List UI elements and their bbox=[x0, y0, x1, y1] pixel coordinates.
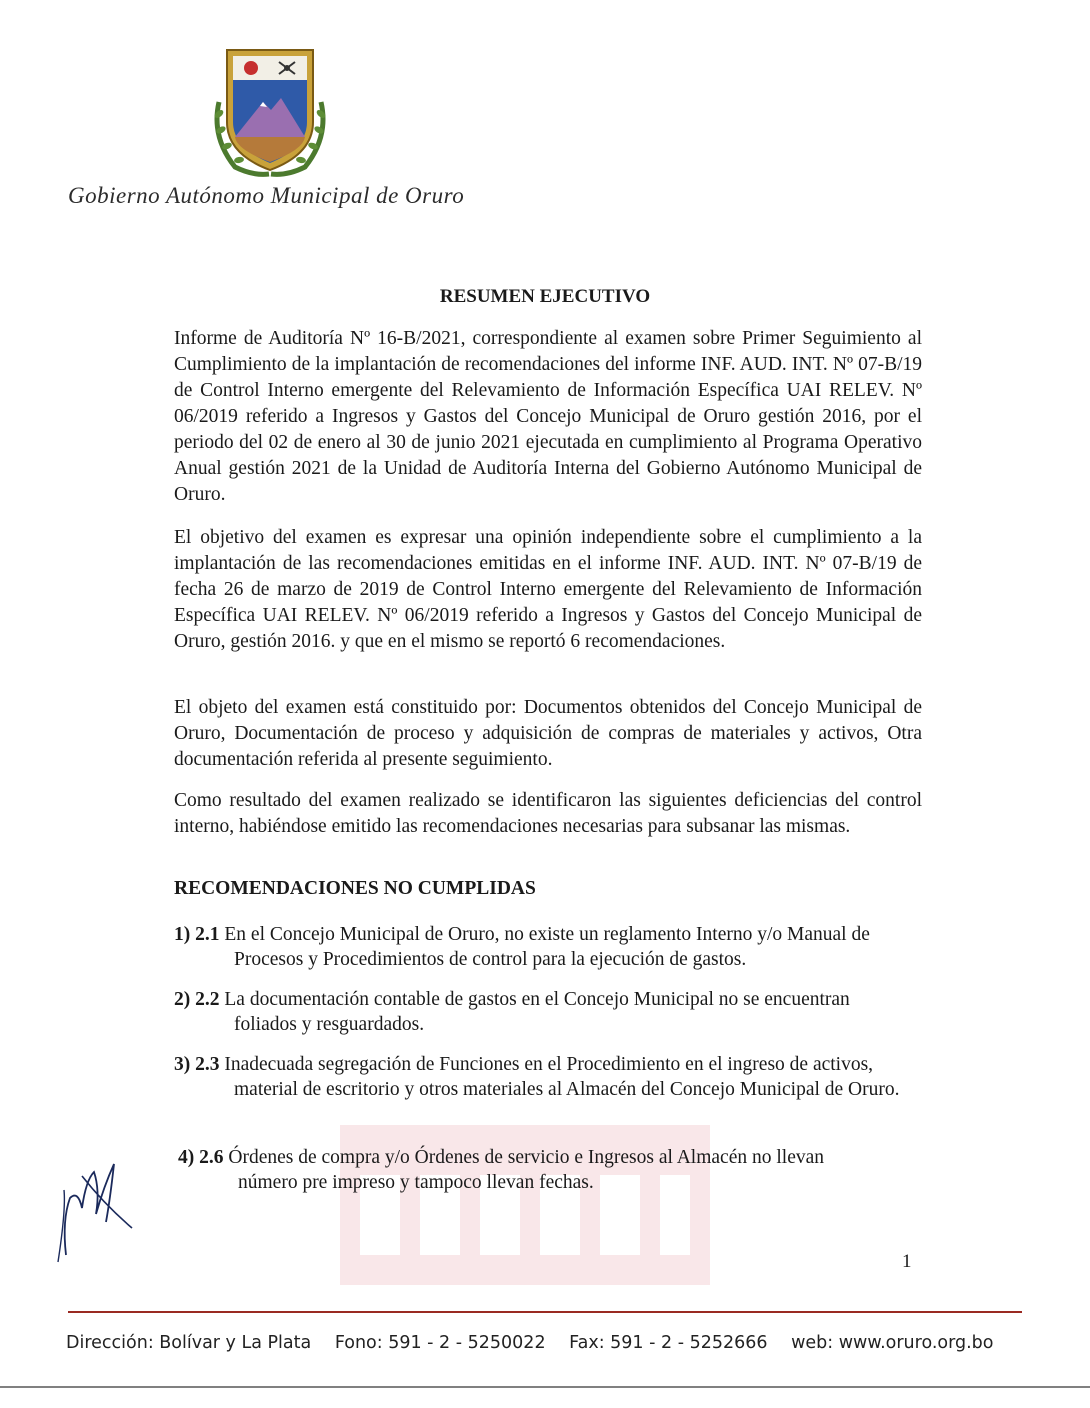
section-heading: RECOMENDACIONES NO CUMPLIDAS bbox=[174, 878, 536, 899]
recommendation-number: 3) bbox=[174, 1054, 191, 1075]
recommendation-item bbox=[178, 1145, 920, 1195]
footer-phone: Fono: 591 - 2 - 5250022 bbox=[334, 1333, 546, 1353]
page-number: 1 bbox=[902, 1251, 912, 1272]
footer-address: Dirección: Bolívar y La Plata bbox=[66, 1333, 312, 1353]
recommendation-item bbox=[174, 1052, 922, 1102]
handwritten-initials bbox=[48, 1150, 148, 1265]
recommendation-text: La documentación contable de gastos en el Concejo Municipal no se encuentran bbox=[224, 989, 850, 1010]
recommendation-text-continued: número pre impreso y tampoco llevan fechas. bbox=[238, 1172, 594, 1193]
organization-name: Gobierno Autónomo Municipal de Oruro bbox=[68, 183, 465, 208]
paragraph-object: El objeto del examen está constituido por: Documentos obtenidos del Concejo Municipal de Oruro, Documentación de proceso y adquisición de compras de materiales y activos, Otra documentación referida al presente seguimiento. bbox=[174, 697, 922, 770]
recommendation-number: 2) bbox=[174, 989, 191, 1010]
paragraph-intro: Informe de Auditoría Nº 16-B/2021, correspondiente al examen sobre Primer Seguimiento al Cumplimiento de la implantación de recomendaciones del informe INF. AUD. INT. Nº 07-B/19 de Control Interno emergente del Relevamiento de Información Específica UAI RELEV. Nº 06/2019 referido a Ingresos y Gastos del Concejo Municipal de Oruro gestión 2016, por el periodo del 02 de enero al 30 de junio 2021 ejecutada en cumplimiento al Programa Operativo Anual gestión 2021 de la Unidad de Auditoría Interna del Gobierno Autónomo Municipal de Oruro. bbox=[174, 328, 922, 505]
recommendation-text: Órdenes de compra y/o Órdenes de servicio e Ingresos al Almacén no llevan bbox=[228, 1147, 825, 1168]
footer-web: web: www.oruro.org.bo bbox=[791, 1333, 994, 1353]
recommendation-code: 2.6 bbox=[199, 1147, 224, 1168]
paragraph-objective: El objetivo del examen es expresar una opinión independiente sobre el cumplimiento a la implantación de las recomendaciones emitidas en el informe INF. AUD. INT. Nº 07-B/19 de fecha 26 de marzo de 2019 de Control Interno emergente del Relevamiento de Información Específica UAI RELEV. Nº 06/2019 referido a Ingresos y Gastos del Concejo Municipal de Oruro, gestión 2016. y que en el mismo se reportó 6 recomendaciones. bbox=[174, 527, 922, 652]
recommendation-text: En el Concejo Municipal de Oruro, no existe un reglamento Interno y/o Manual de bbox=[224, 924, 870, 945]
recommendation-number: 1) bbox=[174, 924, 191, 945]
document-title: RESUMEN EJECUTIVO bbox=[439, 286, 651, 307]
building-watermark bbox=[340, 1115, 710, 1285]
footer bbox=[66, 1333, 1026, 1353]
footer-divider bbox=[68, 1311, 1022, 1313]
recommendation-code: 2.3 bbox=[195, 1054, 220, 1075]
municipal-crest-logo bbox=[205, 42, 335, 182]
recommendation-text-continued: material de escritorio y otros materiales al Almacén del Concejo Municipal de Oruro. bbox=[234, 1079, 900, 1100]
recommendation-text-continued: foliados y resguardados. bbox=[234, 1014, 425, 1035]
recommendation-text-continued: Procesos y Procedimientos de control para la ejecución de gastos. bbox=[234, 949, 747, 970]
recommendation-code: 2.1 bbox=[195, 924, 220, 945]
recommendation-item bbox=[174, 987, 922, 1037]
recommendation-code: 2.2 bbox=[195, 989, 220, 1010]
recommendation-item bbox=[174, 922, 922, 972]
paragraph-result: Como resultado del examen realizado se identificaron las siguientes deficiencias del control interno, habiéndose emitido las recomendaciones necesarias para subsanar las mismas. bbox=[174, 790, 922, 837]
scan-edge-line bbox=[0, 1386, 1090, 1388]
footer-fax: Fax: 591 - 2 - 5252666 bbox=[569, 1333, 768, 1353]
recommendation-text: Inadecuada segregación de Funciones en el Procedimiento en el ingreso de activos, bbox=[224, 1054, 874, 1075]
recommendation-number: 4) bbox=[178, 1147, 195, 1168]
